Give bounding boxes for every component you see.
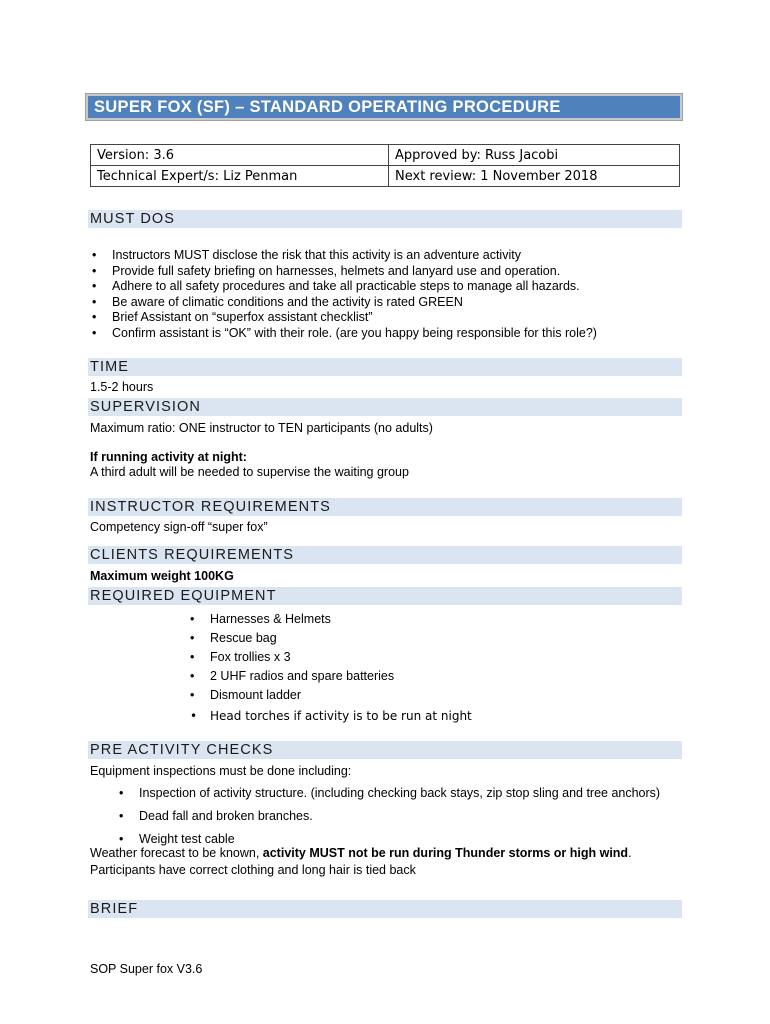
weather-warning: activity MUST not be run during Thunder storms or high wind bbox=[262, 846, 629, 860]
section-brief bbox=[88, 900, 682, 918]
section-must-dos bbox=[88, 210, 682, 228]
section-heading: REQUIRED EQUIPMENT bbox=[90, 588, 277, 604]
list-item: • Weight test cable bbox=[117, 828, 660, 851]
version-cell: Version: 3.6 bbox=[91, 145, 389, 166]
document-title: SUPER FOX (SF) – STANDARD OPERATING PROCEDURE bbox=[94, 98, 561, 116]
weather-prefix: Weather forecast to be known, bbox=[90, 846, 263, 860]
section-pre-activity-checks bbox=[88, 741, 682, 759]
table-row bbox=[91, 166, 680, 187]
list-item: • Fox trollies x 3 bbox=[188, 648, 472, 667]
page-footer: SOP Super fox V3.6 bbox=[90, 962, 203, 976]
section-heading: MUST DOS bbox=[90, 211, 176, 227]
expert-cell: Technical Expert/s: Liz Penman bbox=[91, 166, 389, 187]
list-item: • 2 UHF radios and spare batteries bbox=[188, 667, 472, 686]
list-item: • Head torches if activity is to be run at night bbox=[188, 707, 472, 726]
table-row bbox=[91, 145, 680, 166]
section-heading: BRIEF bbox=[90, 901, 139, 917]
list-item: • Brief Assistant on “superfox assistant checklist” bbox=[90, 310, 597, 326]
list-item: • Provide full safety briefing on harnesses, helmets and lanyard use and operation. bbox=[90, 264, 597, 280]
review-cell: Next review: 1 November 2018 bbox=[389, 166, 680, 187]
section-time bbox=[88, 358, 682, 376]
weather-line bbox=[90, 846, 632, 861]
night-text: A third adult will be needed to supervise the waiting group bbox=[90, 465, 409, 479]
equipment-list bbox=[188, 610, 472, 726]
section-heading: SUPERVISION bbox=[90, 399, 201, 415]
time-text: 1.5-2 hours bbox=[90, 380, 154, 394]
list-item: • Adhere to all safety procedures and take all practicable steps to manage all hazards. bbox=[90, 279, 597, 295]
list-item: • Rescue bag bbox=[188, 629, 472, 648]
list-item: • Instructors MUST disclose the risk that this activity is an adventure activity bbox=[90, 248, 597, 264]
list-item: • Be aware of climatic conditions and the activity is rated GREEN bbox=[90, 295, 597, 311]
section-supervision bbox=[88, 398, 682, 416]
list-item: • Harnesses & Helmets bbox=[188, 610, 472, 629]
clients-text: Maximum weight 100KG bbox=[90, 569, 234, 583]
must-dos-list bbox=[90, 248, 597, 341]
night-label: If running activity at night: bbox=[90, 450, 247, 464]
list-item: • Dead fall and broken branches. bbox=[117, 805, 660, 828]
section-heading: CLIENTS REQUIREMENTS bbox=[90, 547, 295, 563]
info-table bbox=[90, 144, 680, 187]
section-clients-requirements bbox=[88, 546, 682, 564]
title-bar bbox=[86, 94, 682, 120]
checks-list bbox=[117, 782, 660, 851]
instructor-text: Competency sign-off “super fox” bbox=[90, 520, 268, 534]
section-heading: INSTRUCTOR REQUIREMENTS bbox=[90, 499, 331, 515]
section-heading: TIME bbox=[90, 359, 130, 375]
list-item: • Confirm assistant is “OK” with their role. (are you happy being responsible for this role?) bbox=[90, 326, 597, 342]
supervision-ratio: Maximum ratio: ONE instructor to TEN participants (no adults) bbox=[90, 421, 433, 435]
weather-suffix: . bbox=[628, 846, 632, 860]
section-required-equipment bbox=[88, 587, 682, 605]
section-heading: PRE ACTIVITY CHECKS bbox=[90, 742, 274, 758]
approved-cell: Approved by: Russ Jacobi bbox=[389, 145, 680, 166]
list-item: • Dismount ladder bbox=[188, 686, 472, 705]
section-instructor-requirements bbox=[88, 498, 682, 516]
list-item: • Inspection of activity structure. (including checking back stays, zip stop sling and tree anchors) bbox=[117, 782, 660, 805]
participants-text: Participants have correct clothing and long hair is tied back bbox=[90, 863, 416, 877]
checks-intro: Equipment inspections must be done including: bbox=[90, 764, 352, 778]
